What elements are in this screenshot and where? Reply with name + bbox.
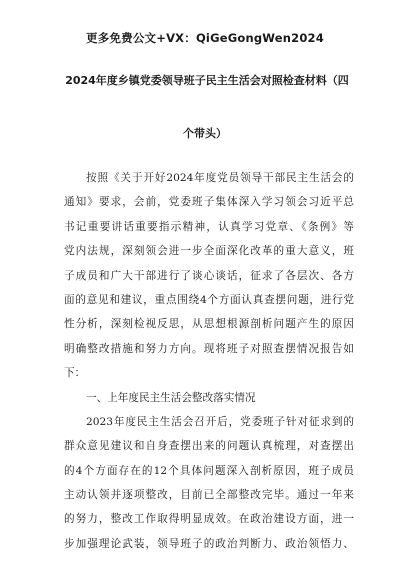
header-note: 更多免费公文+VX：QiGeGongWen2024 — [86, 31, 324, 45]
document-title-line-1: 2024年度乡镇党委领导班子民主生活会对照检查材料（四 — [65, 74, 349, 87]
body-line: 子成员和广大干部进行了谈心谈话，征求了各层次、各方 — [64, 269, 354, 282]
body-line: 明确整改措施和努力方向。现将班子对照查摆情况报告如 — [64, 342, 354, 355]
document-body — [64, 166, 354, 556]
document-title-line-2: 个带头） — [183, 127, 227, 140]
body-line: 的努力，整改工作取得明显成效。在政治建设方面，进一 — [64, 513, 354, 526]
body-line: 按照《关于开好2024年度党员领导干部民主生活会的 — [86, 172, 354, 184]
body-line: 书记重要讲话重要指示精神，认真学习党章、《条例》等 — [64, 220, 354, 233]
body-line: 步加强理论武装，领导班子的政治判断力、政治领悟力、 — [64, 537, 354, 550]
body-line: 主动认领并逐项整改，目前已全部整改完毕。通过一年来 — [64, 489, 354, 502]
body-line: 党内法规，深刻领会进一步全面深化改革的重大意义，班 — [64, 245, 354, 258]
body-line: 下： — [64, 367, 86, 380]
section-heading: 一、上年度民主生活会整改落实情况 — [86, 391, 256, 404]
body-line: 通知》要求，会前，党委班子集体深入学习领会习近平总 — [64, 196, 354, 209]
body-line: 2023年度民主生活会召开后，党委班子针对征求到的 — [86, 415, 354, 428]
body-line: 性分析，深刻检视反思，从思想根源剖析问题产生的原因 — [64, 318, 354, 331]
body-line: 面的意见和建议，重点围绕4个方面认真查摆问题，进行党 — [64, 293, 354, 306]
body-line: 群众意见建议和自身查摆出来的问题认真梳理，对查摆出 — [64, 440, 354, 453]
body-line: 的4个方面存在的12个具体问题深入剖析原因，班子成员 — [64, 464, 354, 477]
